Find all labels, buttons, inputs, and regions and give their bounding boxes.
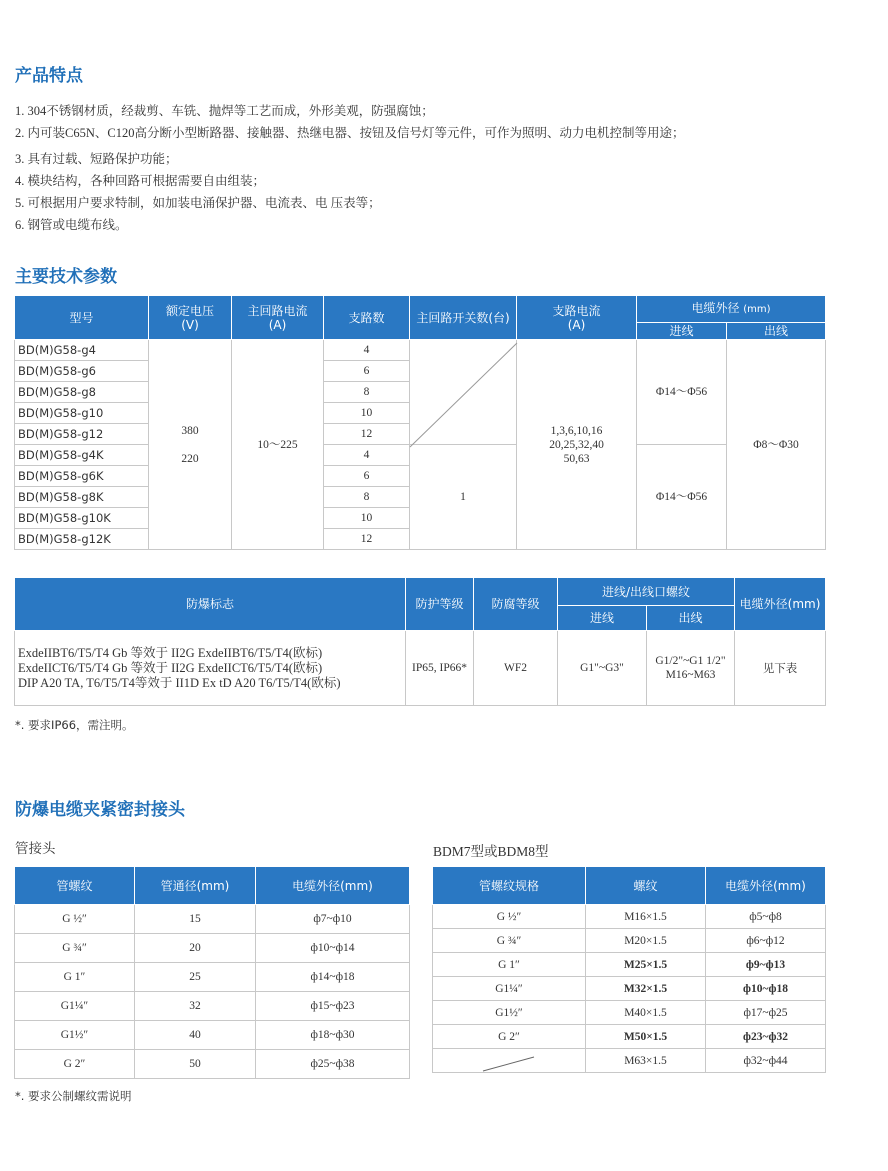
table-row [433, 905, 826, 929]
bdm-empty-diagonal [482, 1055, 536, 1073]
table-row [433, 977, 826, 1001]
col-bdm-thread: 螺纹 [586, 867, 706, 905]
branches-cell: 4 [324, 445, 410, 466]
gland-note: *. 要求公制螺纹需说明 [15, 1089, 132, 1103]
corrosion-cell: WF2 [474, 631, 558, 706]
model-cell: BD(M)G58-g4K [15, 445, 149, 466]
col-pipe-bore: 管通径(mm) [135, 867, 256, 905]
branches-cell: 10 [324, 403, 410, 424]
table-cell: 15 [135, 905, 256, 934]
feature-item: 4. 模块结构，各种回路可根据需要自由组装； [15, 174, 266, 188]
model-cell: BD(M)G58-g6 [15, 361, 149, 382]
col-thread-in: 进线 [558, 606, 647, 631]
table-cell: G ¾″ [433, 929, 586, 953]
col-voltage: 额定电压 (V) [149, 296, 232, 340]
diagonal-line [409, 342, 518, 448]
table-cell: ф5~ф8 [706, 905, 826, 929]
col-model: 型号 [15, 296, 149, 340]
table-cell: ф10~ф14 [256, 934, 410, 963]
table-row [433, 1001, 826, 1025]
thread-out-cell: G1/2"~G1 1/2" M16~M63 [647, 631, 735, 706]
feature-item: 5. 可根据用户要求特制，如加装电涌保护器、电流表、电 压表等； [15, 196, 381, 210]
col-pipe-thread: 管螺纹 [15, 867, 135, 905]
table-row [15, 963, 410, 992]
branches-cell: 4 [324, 340, 410, 361]
table-cell: ф18~ф30 [256, 1021, 410, 1050]
table-cell: ф6~ф12 [706, 929, 826, 953]
col-cable-od: 电缆外径(mm) [735, 578, 826, 631]
thread-in-cell: G1"~G3" [558, 631, 647, 706]
table-cell: M16×1.5 [586, 905, 706, 929]
col-thread: 进线/出线口螺纹 [558, 578, 735, 606]
table-cell: ф32~ф44 [706, 1049, 826, 1073]
col-thread-out: 出线 [647, 606, 735, 631]
branches-cell: 12 [324, 529, 410, 550]
branches-cell: 8 [324, 487, 410, 508]
features-list [15, 100, 875, 236]
pipe-subtitle: 管接头 [15, 841, 56, 857]
mark-cell: ExdeIIBT6/T5/T4 Gb 等效于 II2G ExdeIIBT6/T5/T4(欧标) ExdeIICT6/T5/T4 Gb 等效于 II2G ExdeIICT6/T5/T4(欧标) DIP A20 TA, T6/T5/T4等效于 II1D Ex tD A20 T6/T5/T4(欧标) [15, 631, 406, 706]
gland-title: 防爆电缆夹紧密封接头 [15, 800, 185, 820]
table-cell: ф10~ф18 [706, 977, 826, 1001]
table-row [15, 905, 410, 934]
cable-od-cell: 见下表 [735, 631, 826, 706]
table-row [15, 934, 410, 963]
table-cell: G 2″ [433, 1025, 586, 1049]
feature-item: 2. 内可装C65N、C120高分断小型断路器、接触器、热继电器、按钮及信号灯等元件，可作为照明、动力电机控制等用途； [15, 126, 685, 140]
table-cell: M20×1.5 [586, 929, 706, 953]
table-cell: 25 [135, 963, 256, 992]
col-pipe-cable: 电缆外径(mm) [256, 867, 410, 905]
table-cell: ф15~ф23 [256, 992, 410, 1021]
table-cell: G ½″ [15, 905, 135, 934]
pipe-joint-table [14, 866, 410, 1079]
model-cell: BD(M)G58-g12K [15, 529, 149, 550]
table-cell: G 2″ [15, 1050, 135, 1079]
table-cell: ф9~ф13 [706, 953, 826, 977]
branches-cell: 10 [324, 508, 410, 529]
model-cell: BD(M)G58-g6K [15, 466, 149, 487]
cable-in-lower: Φ14～Φ56 [637, 445, 727, 550]
table-row [15, 1050, 410, 1079]
table-cell: ф14~ф18 [256, 963, 410, 992]
bdm-subtitle: BDM7型或BDM8型 [433, 844, 549, 859]
features-title: 产品特点 [15, 66, 83, 86]
table-cell: G 1″ [433, 953, 586, 977]
col-bdm-thread-spec: 管螺纹规格 [433, 867, 586, 905]
bdm-table [432, 866, 826, 1073]
explosion-note: *. 要求IP66，需注明。 [15, 718, 134, 732]
current-cell: 10～225 [232, 340, 324, 550]
col-protection: 防护等级 [406, 578, 474, 631]
feature-item: 6. 钢管或电缆布线。 [15, 218, 128, 232]
table-cell: M32×1.5 [586, 977, 706, 1001]
model-cell: BD(M)G58-g10K [15, 508, 149, 529]
table-row [15, 1021, 410, 1050]
col-branch-current: 支路电流 (A) [517, 296, 637, 340]
branches-cell: 12 [324, 424, 410, 445]
tech-title: 主要技术参数 [15, 267, 117, 287]
table-cell: 40 [135, 1021, 256, 1050]
branches-cell: 6 [324, 466, 410, 487]
col-cable-in: 进线 [637, 323, 727, 340]
col-main-current: 主回路电流 (A) [232, 296, 324, 340]
voltage-cell: 380 220 [149, 340, 232, 550]
col-bdm-cable: 电缆外径(mm) [706, 867, 826, 905]
branches-cell: 6 [324, 361, 410, 382]
col-cable-od: 电缆外径 (mm) [637, 296, 826, 323]
table-cell: M63×1.5 [586, 1049, 706, 1073]
table-row [433, 1025, 826, 1049]
cable-out-cell: Φ8～Φ30 [727, 340, 826, 550]
table-cell: ф17~ф25 [706, 1001, 826, 1025]
table-cell: G ½″ [433, 905, 586, 929]
protection-cell: IP65, IP66* [406, 631, 474, 706]
table-cell: G 1″ [15, 963, 135, 992]
model-cell: BD(M)G58-g10 [15, 403, 149, 424]
table-cell: G1½″ [15, 1021, 135, 1050]
table-cell: G1½″ [433, 1001, 586, 1025]
table-cell: M50×1.5 [586, 1025, 706, 1049]
table-cell: 50 [135, 1050, 256, 1079]
cable-in-upper: Φ14～Φ56 [637, 340, 727, 445]
feature-item: 1. 304不锈钢材质，经裁剪、车铣、抛焊等工艺而成，外形美观，防强腐蚀； [15, 104, 434, 118]
table-cell: M40×1.5 [586, 1001, 706, 1025]
table-cell: G1¼″ [433, 977, 586, 1001]
table-cell: 20 [135, 934, 256, 963]
branch-current-cell: 1,3,6,10,16 20,25,32,40 50,63 [517, 340, 637, 550]
table-cell: M25×1.5 [586, 953, 706, 977]
model-cell: BD(M)G58-g8K [15, 487, 149, 508]
table-row [433, 929, 826, 953]
col-corrosion: 防腐等级 [474, 578, 558, 631]
switch-count-cell: 1 [410, 445, 517, 550]
col-mark: 防爆标志 [15, 578, 406, 631]
col-switch: 主回路开关数(台) [410, 296, 517, 340]
table-row [433, 953, 826, 977]
table-cell: G ¾″ [15, 934, 135, 963]
table-cell: ф23~ф32 [706, 1025, 826, 1049]
model-cell: BD(M)G58-g4 [15, 340, 149, 361]
model-cell: BD(M)G58-g12 [15, 424, 149, 445]
table-cell: ф7~ф10 [256, 905, 410, 934]
explosion-proof-table [14, 577, 826, 706]
col-branches: 支路数 [324, 296, 410, 340]
feature-item: 3. 具有过载、短路保护功能； [15, 152, 178, 166]
model-cell: BD(M)G58-g8 [15, 382, 149, 403]
table-cell: 32 [135, 992, 256, 1021]
branches-cell: 8 [324, 382, 410, 403]
table-cell: G1¼″ [15, 992, 135, 1021]
col-cable-out: 出线 [727, 323, 826, 340]
table-cell: ф25~ф38 [256, 1050, 410, 1079]
table-row [15, 992, 410, 1021]
